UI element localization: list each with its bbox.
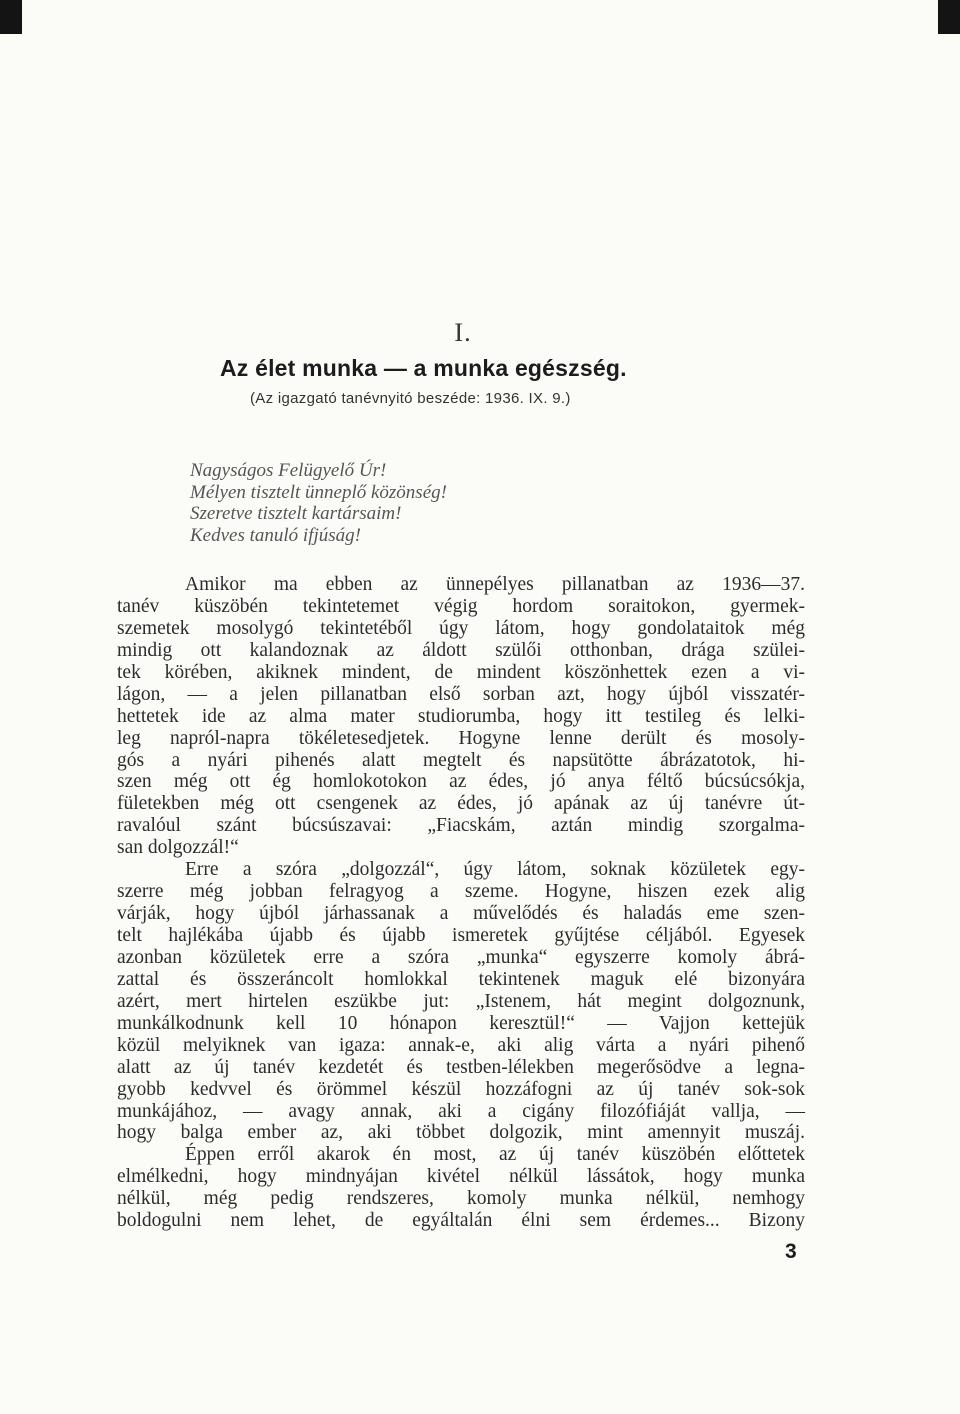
body-line: ravalóul szánt búcsúszavai: „Fiacskám, aztán mindig szorgalma- — [117, 815, 805, 837]
scan-corner-mark-right — [938, 0, 960, 34]
salutation-line: Szeretve tisztelt kartársaim! — [190, 503, 402, 524]
body-line: telt hajlékába újabb és újabb ismeretek gyűjtése céljából. Egyesek — [117, 925, 805, 946]
salutation-line: Kedves tanuló ifjúság! — [190, 524, 361, 546]
body-line: várják, hogy újból járhassanak a művelődés és haladás eme szen- — [117, 903, 805, 925]
body-line: Erre a szóra „dolgozzál“, úgy látom, soknak közületek egy- — [185, 859, 805, 881]
body-line: hettetek ide az alma mater studiorumba, hogy itt testileg és lelki- — [117, 705, 805, 727]
body-line: azért, mert hirtelen eszükbe jut: „Istenem, hát megint dolgoznunk, — [117, 990, 805, 1012]
body-line: gyobb kedvvel és örömmel készül hozzáfogni az új tanév sok-sok — [117, 1078, 805, 1100]
body-line: zattal és összeráncolt homlokkal tekintenek maguk elé bizonyára — [117, 968, 805, 990]
body-line: fületekben még ott csengenek az édes, jó apának az új tanévre út- — [117, 793, 805, 815]
body-line: Amikor ma ebben az ünnepélyes pillanatban az 1936—37. — [185, 574, 805, 595]
body-line: Éppen erről akarok én most, az új tanév küszöbén előttetek — [185, 1144, 805, 1166]
body-line: mindig ott kalandoznak az áldott szülői otthonban, drága szülei- — [117, 639, 805, 661]
body-line: leg napról-napra tökéletesedjetek. Hogyne lenne derült és mosoly- — [117, 727, 805, 749]
body-line: alatt az új tanév kezdetét és testben-lélekben megerősödve a legna- — [117, 1056, 805, 1078]
salutation-block — [190, 460, 447, 546]
body-line: nélkül, még pedig rendszeres, komoly munka nélkül, nemhogy — [117, 1188, 805, 1210]
body-line: munkájához, — avagy annak, aki a cigány filozófiáját vallja, — — [117, 1100, 805, 1122]
body-line: szerre még jobban felragyog a szeme. Hogyne, hiszen ezek alig — [117, 881, 805, 903]
body-line: elmélkedni, hogy mindnyájan kivétel nélkül lássátok, hogy munka — [117, 1166, 805, 1188]
salutation-line: Nagyságos Felügyelő Úr! — [190, 460, 387, 481]
body-line: gós a nyári pihenés alatt megtelt és napsütötte ábrázatotok, hi- — [117, 749, 805, 771]
body-line: munkálkodnunk kell 10 hónapon keresztül!“ — Vajjon kettejük — [117, 1012, 805, 1034]
body-line: hogy balga ember az, aki többet dolgozik, mint amennyit muszáj. — [117, 1122, 805, 1144]
body-line: tanév küszöbén tekintetemet végig hordom soraitokon, gyermek- — [117, 595, 805, 617]
page-title: Az élet munka — a munka egészség. — [220, 355, 627, 381]
body-text — [117, 574, 805, 1232]
body-line: san dolgozzál!“ — [117, 837, 239, 859]
scan-corner-mark-left — [0, 0, 22, 34]
body-line: lágon, — a jelen pillanatban első sorban azt, hogy újból visszatér- — [117, 683, 805, 705]
salutation-line: Mélyen tisztelt ünneplő közönség! — [190, 481, 447, 503]
body-line: közül melyiknek van igaza: annak-e, aki alig várta a nyári pihenő — [117, 1034, 805, 1056]
body-line: boldogulni nem lehet, de egyáltalán élni sem érdemes... Bizony — [117, 1210, 805, 1232]
body-line: szemetek mosolygó tekintetéből úgy látom, hogy gondolataitok még — [117, 617, 805, 639]
body-line: azonban közületek erre a szóra „munka“ egyszerre komoly ábrá- — [117, 946, 805, 968]
page-subtitle: (Az igazgató tanévnyitó beszéde: 1936. IX. 9.) — [250, 390, 571, 407]
chapter-numeral: I. — [454, 318, 472, 347]
page-number: 3 — [785, 1240, 797, 1263]
body-line: tek körében, akiknek mindent, de mindent köszönhettek ezen a vi- — [117, 661, 805, 683]
body-line: szen még ott ég homlokotokon az édes, jó anya féltő búcsúcsókja, — [117, 771, 805, 793]
